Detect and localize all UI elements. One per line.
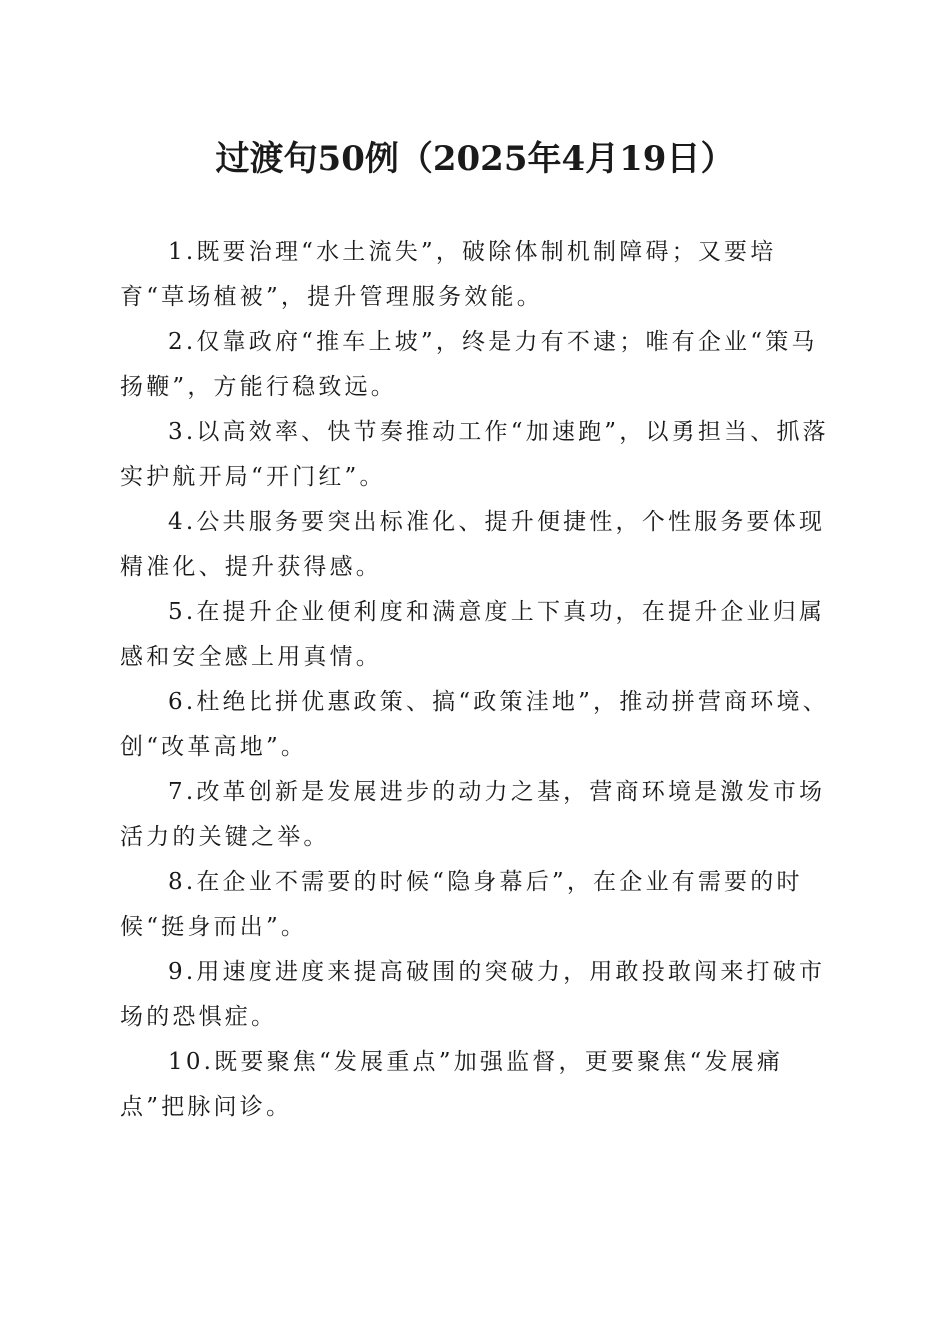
list-item: 1.既要治理“水土流失”，破除体制机制障碍；又要培育“草场植被”，提升管理服务效能。: [120, 239, 777, 310]
sentence-list: [120, 230, 832, 1130]
list-item: 9.用速度进度来提高破围的突破力，用敢投敢闯来打破市场的恐惧症。: [120, 959, 826, 1030]
list-item: 3.以高效率、快节奏推动工作“加速跑”，以勇担当、抓落实护航开局“开门红”。: [120, 419, 829, 490]
list-item: 10.既要聚焦“发展重点”加强监督，更要聚焦“发展痛点”把脉问诊。: [120, 1049, 784, 1120]
document-title: 过渡句50例（2025年4月19日）: [215, 139, 735, 179]
list-item: 8.在企业不需要的时候“隐身幕后”，在企业有需要的时候“挺身而出”。: [120, 869, 803, 940]
list-item: 5.在提升企业便利度和满意度上下真功，在提升企业归属感和安全感上用真情。: [120, 599, 826, 670]
list-item: 4.公共服务要突出标准化、提升便捷性，个性服务要体现精准化、提升获得感。: [120, 509, 826, 580]
list-item: 7.改革创新是发展进步的动力之基，营商环境是激发市场活力的关键之举。: [120, 779, 826, 850]
list-item: 2.仅靠政府“推车上坡”，终是力有不逮；唯有企业“策马扬鞭”，方能行稳致远。: [120, 329, 818, 400]
list-item: 6.杜绝比拼优惠政策、搞“政策洼地”，推动拼营商环境、创“改革高地”。: [120, 689, 829, 760]
